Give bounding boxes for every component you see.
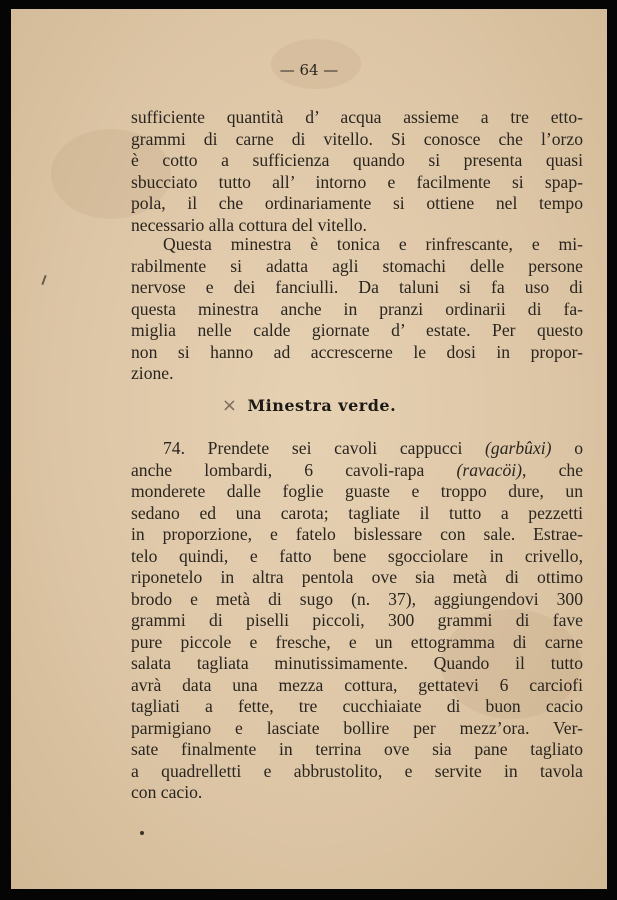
text-line: brodo e metà di sugo (n. 37), aggiungendovi 300 — [131, 588, 583, 609]
text-fragment: o — [551, 438, 583, 458]
text-line: sufficiente quantità d’ acqua assieme a tre etto- — [131, 107, 583, 127]
text-line: è cotto a sufficienza quando si presenta quasi — [131, 150, 583, 170]
text-line: miglia nelle calde giornate d’ estate. Per questo — [131, 320, 583, 340]
text-line: rabilmente si adatta agli stomachi delle persone — [131, 255, 583, 276]
dialect-term: (ravacöi) — [456, 459, 523, 480]
book-page — [11, 9, 607, 889]
pencil-x-mark: × — [221, 395, 238, 416]
text-line: nervose e dei fanciulli. Da taluni si fa uso di — [131, 277, 583, 297]
text-line: sbucciato tutto all’ intorno e facilmente si spap- — [131, 171, 583, 192]
paragraph-continued — [131, 107, 583, 236]
text-line — [131, 438, 583, 460]
section-heading — [11, 395, 607, 416]
text-line: sedano ed una carota; tagliate il tutto a pezzetti — [131, 502, 583, 523]
ink-speck — [140, 831, 144, 835]
text-line: monderete dalle foglie guaste e troppo dure, un — [131, 481, 583, 501]
text-line: grammi di piselli piccoli, 300 grammi di fave — [131, 610, 583, 630]
text-line: zione. — [131, 363, 174, 383]
text-line: con cacio. — [131, 782, 203, 802]
text-fragment: anche lombardi, 6 cavoli-rapa — [131, 459, 457, 480]
text-line: avrà data una mezza cottura, gettatevi 6 carciofi — [131, 674, 583, 695]
paragraph-second — [131, 234, 583, 385]
text-fragment: , che — [522, 459, 583, 480]
text-line: salata tagliata minutissimamente. Quando il tutto — [131, 653, 583, 673]
text-line: telo quindi, e fatto bene sgocciolare in crivello, — [131, 545, 583, 566]
text-line: pure piccole e fresche, e un ettogramma di carne — [131, 631, 583, 652]
section-title: Minestra verde. — [247, 396, 397, 415]
margin-pencil-mark — [41, 275, 46, 285]
text-line: riponetelo in altra pentola ove sia metà di ottimo — [131, 567, 583, 587]
text-line: tagliati a fette, tre cucchiaiate di buon cacio — [131, 696, 583, 716]
text-line: sate finalmente in terrina ove sia pane tagliato — [131, 739, 583, 759]
text-line: Questa minestra è tonica e rinfrescante, e mi- — [163, 234, 583, 254]
text-line: a quadrelletti e abbrustolito, e servite in tavola — [131, 760, 583, 781]
text-line: parmigiano e lasciate bollire per mezz’ora. Ver- — [131, 717, 583, 738]
text-line: pola, il che ordinariamente si ottiene nel tempo — [131, 193, 583, 213]
text-line: grammi di carne di vitello. Si conosce che l’orzo — [131, 128, 583, 149]
text-line: questa minestra anche in pranzi ordinarii di fa- — [131, 298, 583, 319]
recipe-74-paragraph — [131, 438, 583, 804]
dialect-term: (garbûxi) — [485, 438, 552, 458]
text-line: in proporzione, e fatelo bislessare con sale. Estrae- — [131, 524, 583, 544]
text-line: non si hanno ad accrescerne le dosi in propor- — [131, 341, 583, 362]
text-line: necessario alla cottura del vitello. — [131, 214, 367, 235]
text-line — [131, 460, 583, 482]
page-number: — 64 — — [279, 61, 339, 79]
text-fragment: 74. Prendete sei cavoli cappucci — [163, 438, 486, 458]
